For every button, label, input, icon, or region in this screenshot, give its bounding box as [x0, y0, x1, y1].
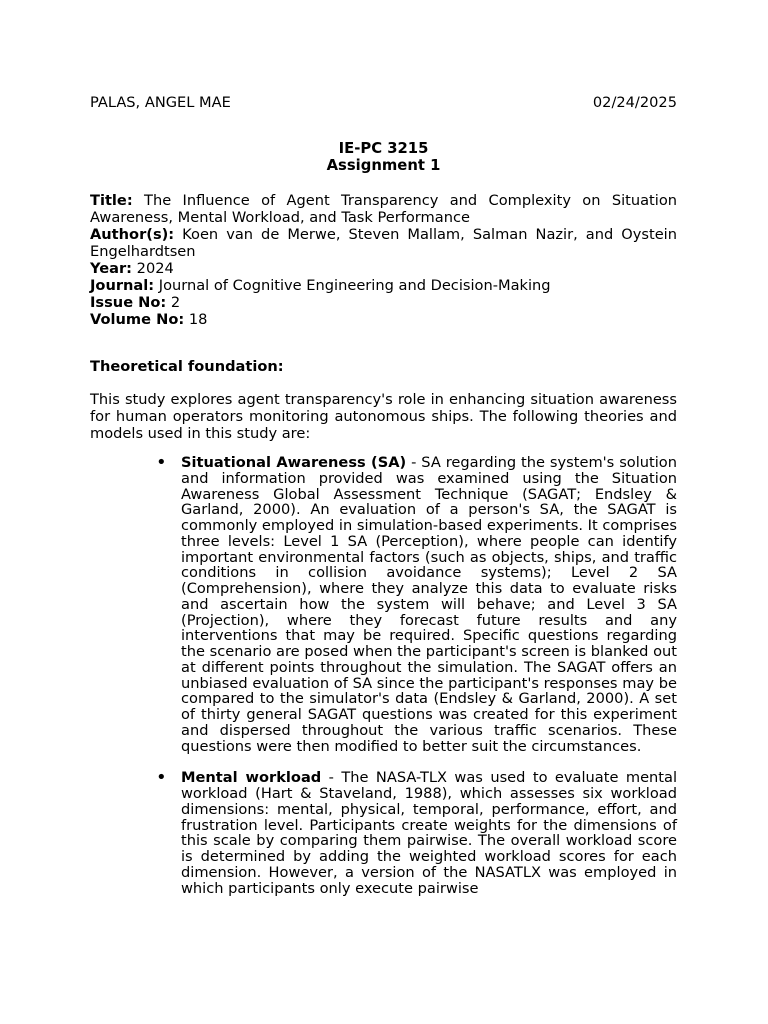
list-item-term: Mental workload — [181, 769, 322, 787]
list-item — [90, 767, 678, 897]
meta-authors-value: Koen van de Merwe, Steven Mallam, Salman Nazir, and Oystein Engelhardtsen — [90, 226, 677, 260]
list-item — [90, 452, 677, 755]
meta-year-value: 2024 — [136, 260, 174, 277]
submission-date: 02/24/2025 — [592, 94, 677, 111]
bullet-icon: • — [156, 452, 167, 473]
meta-title-label: Title: — [90, 192, 133, 209]
meta-issue-value: 2 — [170, 294, 181, 311]
article-metadata — [90, 192, 677, 328]
header-row — [90, 94, 677, 112]
meta-issue — [90, 294, 677, 311]
meta-title — [90, 192, 677, 226]
course-block — [90, 140, 677, 174]
assignment-title: Assignment 1 — [326, 157, 441, 174]
meta-journal-value: Journal of Cognitive Engineering and Decision-Making — [158, 277, 551, 294]
meta-volume-label: Volume No: — [90, 311, 185, 328]
student-name: PALAS, ANGEL MAE — [90, 94, 231, 111]
meta-volume-value: 18 — [188, 311, 208, 328]
meta-journal — [90, 277, 677, 294]
meta-year-label: Year: — [90, 260, 133, 277]
list-item-text: - The NASA-TLX was used to evaluate mental workload (Hart & Staveland, 1988), which assesses six workload dimensions: mental, physical, temporal, performance, effort, and frustration level. Participants create weights for the dimensions of this scale by comparing them pairwise. The overall workload score is determined by adding the weighted workload scores for each dimension. However, a version of the NASATLX was employed in which participants only execute pairwise — [181, 769, 678, 897]
theory-list — [90, 452, 678, 897]
meta-journal-label: Journal: — [90, 277, 155, 294]
meta-volume — [90, 311, 677, 328]
meta-issue-label: Issue No: — [90, 294, 167, 311]
meta-authors-label: Author(s): — [90, 226, 175, 243]
list-item-term: Situational Awareness (SA) — [181, 454, 407, 471]
intro-paragraph: This study explores agent transparency's role in enhancing situation awareness for human operators monitoring autonomous ships. The following theories and models used in this study are: — [90, 391, 677, 442]
document-page — [90, 94, 677, 912]
meta-year — [90, 260, 677, 277]
list-item-text: - SA regarding the system's solution and information provided was examined using the Situation Awareness Global Assessment Technique (SAGAT; Endsley & Garland, 2000). An evaluation of a person's SA, the SAGAT is commonly employed in simulation-based experiments. It comprises three levels: Level 1 SA (Perception), where people can identify important environmental factors (such as objects, ships, and traffic conditions in collision avoidance systems); Level 2 SA (Comprehension), where they analyze this data to evaluate risks and ascertain how the system will behave; and Level 3 SA (Projection), where they forecast future results and any interventions that may be required. Specific questions regarding the scenario are posed when the participant's screen is blanked out at different points throughout the simulation. The SAGAT offers an unbiased evaluation of SA since the participant's responses may be compared to the simulator's data (Endsley & Garland, 2000). A set of thirty general SAGAT questions was created for this experiment and dispersed throughout the various traffic scenarios. These questions were then modified to better suit the circumstances. — [181, 454, 677, 755]
meta-title-value: The Influence of Agent Transparency and Complexity on Situation Awareness, Mental Workload, and Task Performance — [90, 192, 678, 226]
course-code: IE-PC 3215 — [338, 140, 429, 157]
meta-authors — [90, 226, 677, 260]
section-heading: Theoretical foundation: — [90, 358, 284, 375]
bullet-icon: • — [156, 767, 167, 789]
